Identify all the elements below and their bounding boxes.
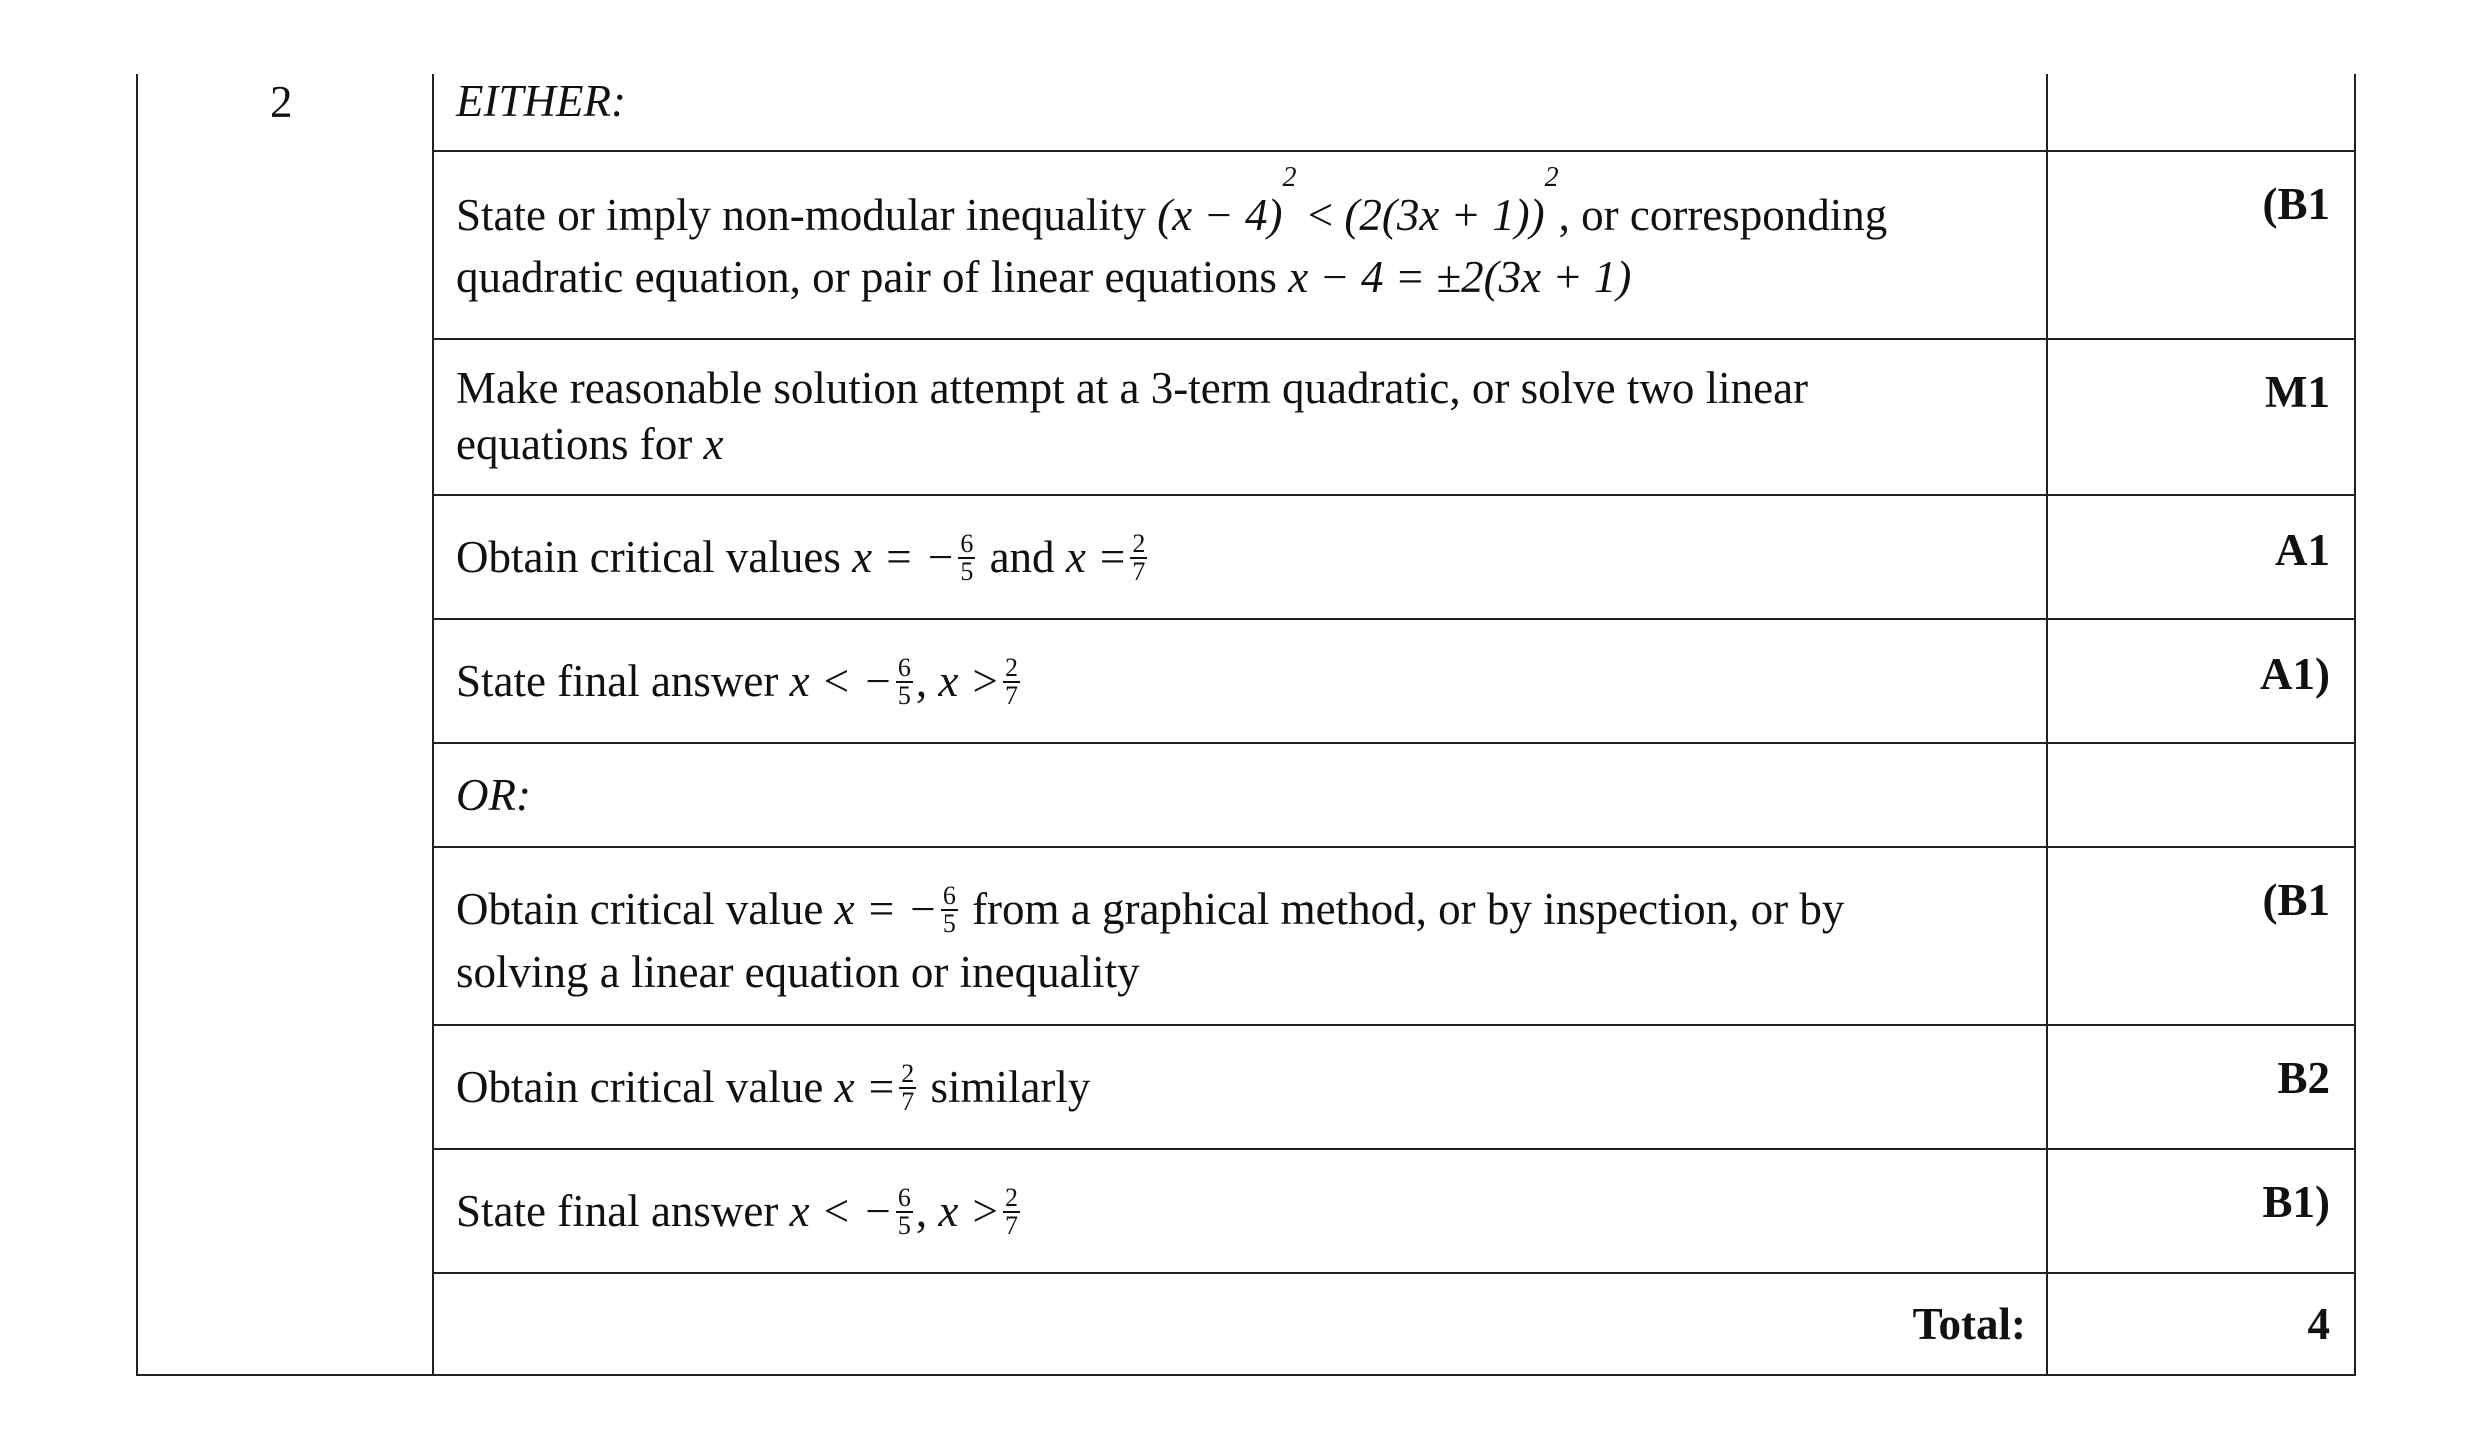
row-divider <box>432 1148 2356 1150</box>
either-heading: EITHER: <box>456 76 626 126</box>
column-divider-question <box>432 74 434 1374</box>
row-divider <box>432 742 2356 744</box>
column-divider-marks <box>2046 74 2048 1374</box>
answer-b1-final: State final answer x < − $\frac{6}{5}$ , x > $\frac{2}{7}$ <box>456 1182 1018 1240</box>
fraction: $\frac{2}{7}$ <box>901 1058 915 1116</box>
row-divider <box>432 1272 2356 1274</box>
answer-b2-similarly: Obtain critical value x = $\frac{2}{7}$ similarly <box>456 1058 1091 1116</box>
answer-b1-graphical: Obtain critical value x = − $\frac{6}{5}$ from a graphical method, or by inspection, or by solving a linear equation or inequality <box>456 880 1845 997</box>
answer-a1-final: State final answer x < − $\frac{6}{5}$ , x > $\frac{2}{7}$ <box>456 652 1018 710</box>
answer-line-2: quadratic equation, or pair of linear equations x − 4 = ±2(3x + 1) <box>456 252 1632 302</box>
mark-b1-open: (B1 <box>2262 179 2330 229</box>
fraction: $\frac{2}{7}$ <box>1004 652 1018 710</box>
fraction: $\frac{6}{5}$ <box>942 880 956 938</box>
total-label: Total: <box>1912 1299 2026 1349</box>
row-divider <box>432 1024 2356 1026</box>
question-number: 2 <box>270 77 293 127</box>
answer-a1-critical-values: Obtain critical values x = − $\frac{6}{5}$ and x = $\frac{2}{7}$ <box>456 528 1146 586</box>
inequality-right: $(2(3x + 1))^2$ <box>1344 162 1559 240</box>
fraction: $\frac{6}{5}$ <box>960 528 974 586</box>
row-divider <box>432 150 2356 152</box>
mark-a1-close: A1) <box>2260 649 2330 699</box>
table-border-right <box>2354 74 2356 1374</box>
mark-b1-open-alt: (B1 <box>2262 875 2330 925</box>
answer-b1-inequality <box>456 162 1888 308</box>
or-heading: OR: <box>456 770 531 820</box>
answer-line-1: State or imply non-modular inequality $(x - 4)^2 < (2(3x + 1))^2$, or corresponding <box>456 162 1888 240</box>
row-divider <box>432 338 2356 340</box>
mark-a1: A1 <box>2275 525 2330 575</box>
fraction: $\frac{2}{7}$ <box>1004 1182 1018 1240</box>
table-border-left <box>136 74 138 1374</box>
mark-b1-close: B1) <box>2262 1177 2330 1227</box>
total-value: 4 <box>2307 1299 2330 1349</box>
row-divider <box>432 618 2356 620</box>
fraction: $\frac{6}{5}$ <box>897 652 911 710</box>
row-divider <box>432 846 2356 848</box>
answer-m1-solution: Make reasonable solution attempt at a 3-term quadratic, or solve two linear equations for x <box>456 363 1809 469</box>
inequality-left: $(x - 4)^2$ <box>1157 162 1297 240</box>
fraction: $\frac{2}{7}$ <box>1132 528 1146 586</box>
row-divider <box>432 494 2356 496</box>
mark-m1: M1 <box>2265 367 2330 417</box>
fraction: $\frac{6}{5}$ <box>897 1182 911 1240</box>
mark-b2: B2 <box>2277 1053 2330 1103</box>
table-border-bottom <box>136 1374 2356 1376</box>
